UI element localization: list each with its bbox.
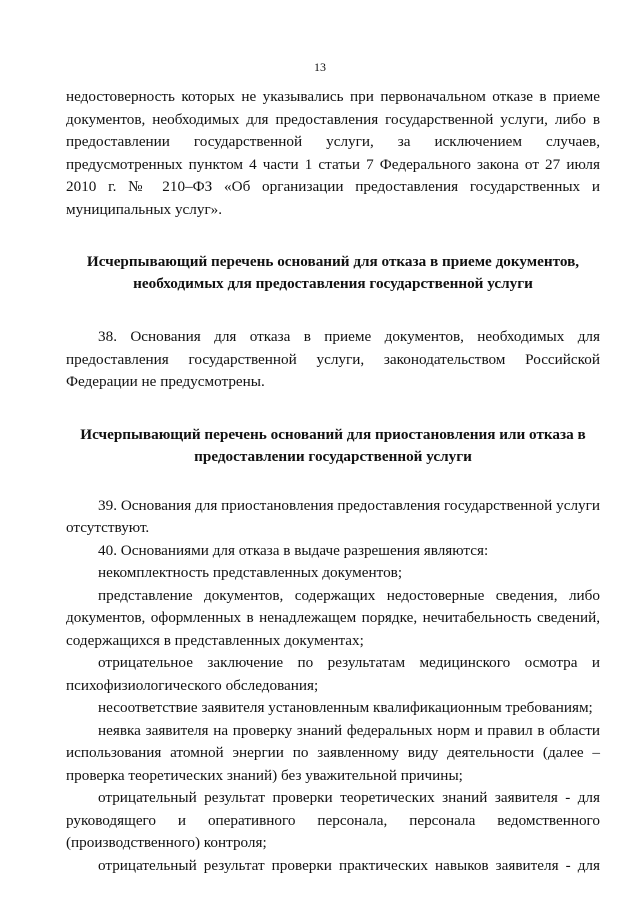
list-item: представление документов, содержащих недостоверные сведения, либо документов, оформленных в ненадлежащем порядке, нечитабельность сведений, содержащихся в представленных документах; bbox=[66, 586, 600, 649]
paragraph-39: 39. Основания для приостановления предоставления государственной услуги отсутствуют. bbox=[66, 496, 600, 536]
list-item: некомплектность представленных документов; bbox=[98, 564, 403, 581]
paragraph-40: 40. Основаниями для отказа в выдаче разрешения являются: bbox=[98, 541, 489, 559]
heading-text: Исчерпывающий перечень оснований для приостановления или отказа в предоставлении государственной услуги bbox=[80, 425, 586, 465]
paragraph-38: 38. Основания для отказа в приеме документов, необходимых для предоставления государственной услуги, законодательством Российской Федерации не предусмотрены. bbox=[66, 328, 600, 390]
list-item: несоответствие заявителя установленным квалификационным требованиям; bbox=[98, 699, 593, 716]
document-body bbox=[66, 86, 600, 877]
list-item: неявка заявителя на проверку знаний федеральных норм и правил в области использования атомной энергии по заявленному виду деятельности (далее – проверка теоретических знаний) без уважительной причины; bbox=[66, 721, 600, 784]
section-heading-suspension-refusal bbox=[66, 424, 600, 468]
page-number: 13 bbox=[314, 60, 326, 74]
list-item: отрицательный результат проверки практических навыков заявителя - для bbox=[98, 856, 600, 874]
intro-paragraph: недостоверность которых не указывались при первоначальном отказе в приеме документов, необходимых для предоставления государственной услуги, либо в предоставлении государственной услуги, за исключением случаев, предусмотренных пунктом 4 части 1 статьи 7 Федерального закона от 27 июля 2010 г. № 210–ФЗ «Об организации предоставления государственных и муниципальных услуг». bbox=[66, 88, 600, 218]
list-item: отрицательный результат проверки теоретических знаний заявителя - для руководящего и оперативного персонала, персонала ведомственного (производственного) контроля; bbox=[66, 789, 600, 851]
section-heading-document-refusal: Исчерпывающий перечень оснований для отказа в приеме документов, необходимых для предоставления государственной услуги bbox=[86, 253, 580, 292]
list-item: отрицательное заключение по результатам медицинского осмотра и психофизиологического обследования; bbox=[66, 654, 600, 694]
